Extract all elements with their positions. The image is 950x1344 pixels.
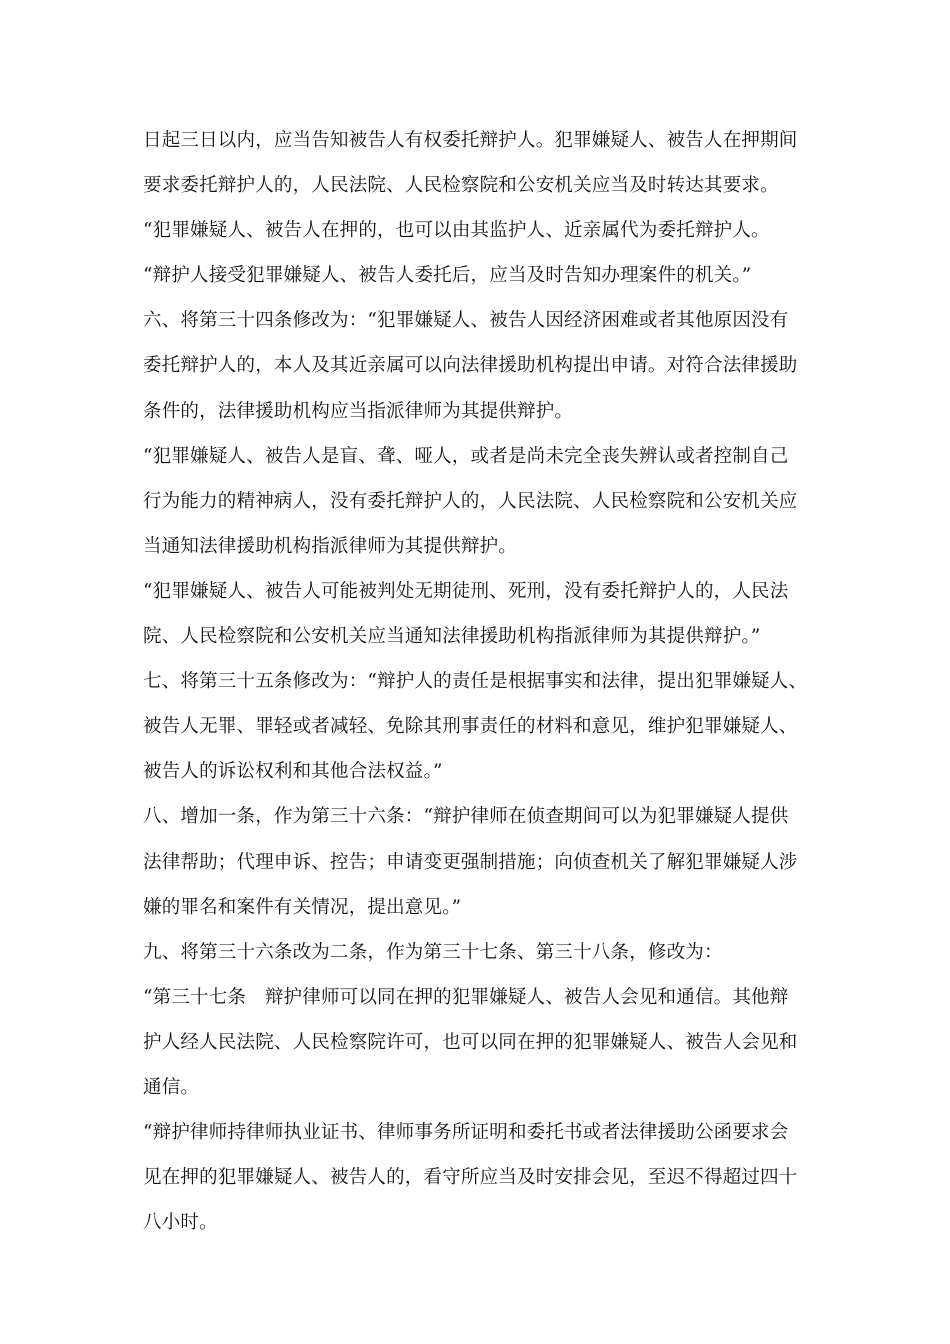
- text-line: “第三十七条 辩护律师可以同在押的犯罪嫌疑人、被告人会见和通信。其他辩: [143, 986, 789, 1008]
- text-line: 日起三日以内，应当告知被告人有权委托辩护人。犯罪嫌疑人、被告人在押期间: [143, 130, 798, 151]
- text-line: “犯罪嫌疑人、被告人是盲、聋、哑人，或者是尚未完全丧失辨认或者控制自己: [143, 445, 789, 467]
- text-line: 八、增加一条，作为第三十六条：“辩护律师在侦查期间可以为犯罪嫌疑人提供: [143, 806, 789, 828]
- text-line: 通信。: [143, 1076, 200, 1098]
- text-line: 被告人的诉讼权利和其他合法权益。”: [143, 761, 443, 783]
- text-line: 七、将第三十五条修改为：“辩护人的责任是根据事实和法律，提出犯罪嫌疑人、: [143, 671, 808, 693]
- text-line: 法律帮助；代理申诉、控告；申请变更强制措施；向侦查机关了解犯罪嫌疑人涉: [143, 851, 798, 873]
- document-page: [143, 118, 815, 1245]
- text-line: “辩护人接受犯罪嫌疑人、被告人委托后，应当及时告知办理案件的机关。”: [143, 265, 752, 287]
- text-line: “犯罪嫌疑人、被告人可能被判处无期徒刑、死刑，没有委托辩护人的，人民法: [143, 580, 789, 602]
- text-line: 六、将第三十四条修改为：“犯罪嫌疑人、被告人因经济困难或者其他原因没有: [143, 310, 789, 332]
- text-line: 九、将第三十六条改为二条，作为第三十七条、第三十八条，修改为：: [143, 941, 723, 963]
- text-line: 委托辩护人的，本人及其近亲属可以向法律援助机构提出申请。对符合法律援助: [143, 355, 798, 377]
- text-line: 条件的，法律援助机构应当指派律师为其提供辩护。: [143, 400, 574, 422]
- text-line: 院、人民检察院和公安机关应当通知法律援助机构指派律师为其提供辩护。”: [143, 626, 761, 648]
- text-line: 护人经人民法院、人民检察院许可，也可以同在押的犯罪嫌疑人、被告人会见和: [143, 1031, 798, 1053]
- text-line: 八小时。: [143, 1212, 218, 1234]
- text-line: 当通知法律援助机构指派律师为其提供辩护。: [143, 535, 518, 557]
- text-line: “辩护律师持律师执业证书、律师事务所证明和委托书或者法律援助公函要求会: [143, 1122, 789, 1144]
- text-line: 行为能力的精神病人，没有委托辩护人的，人民法院、人民检察院和公安机关应: [143, 490, 798, 512]
- text-line: 见在押的犯罪嫌疑人、被告人的，看守所应当及时安排会见，至迟不得超过四十: [143, 1167, 798, 1189]
- text-line: 要求委托辩护人的，人民法院、人民检察院和公安机关应当及时转达其要求。: [143, 175, 779, 197]
- text-line: 嫌的罪名和案件有关情况，提出意见。”: [143, 896, 462, 918]
- text-line: 被告人无罪、罪轻或者减轻、免除其刑事责任的材料和意见，维护犯罪嫌疑人、: [143, 716, 798, 738]
- text-line: “犯罪嫌疑人、被告人在押的，也可以由其监护人、近亲属代为委托辩护人。: [143, 220, 770, 242]
